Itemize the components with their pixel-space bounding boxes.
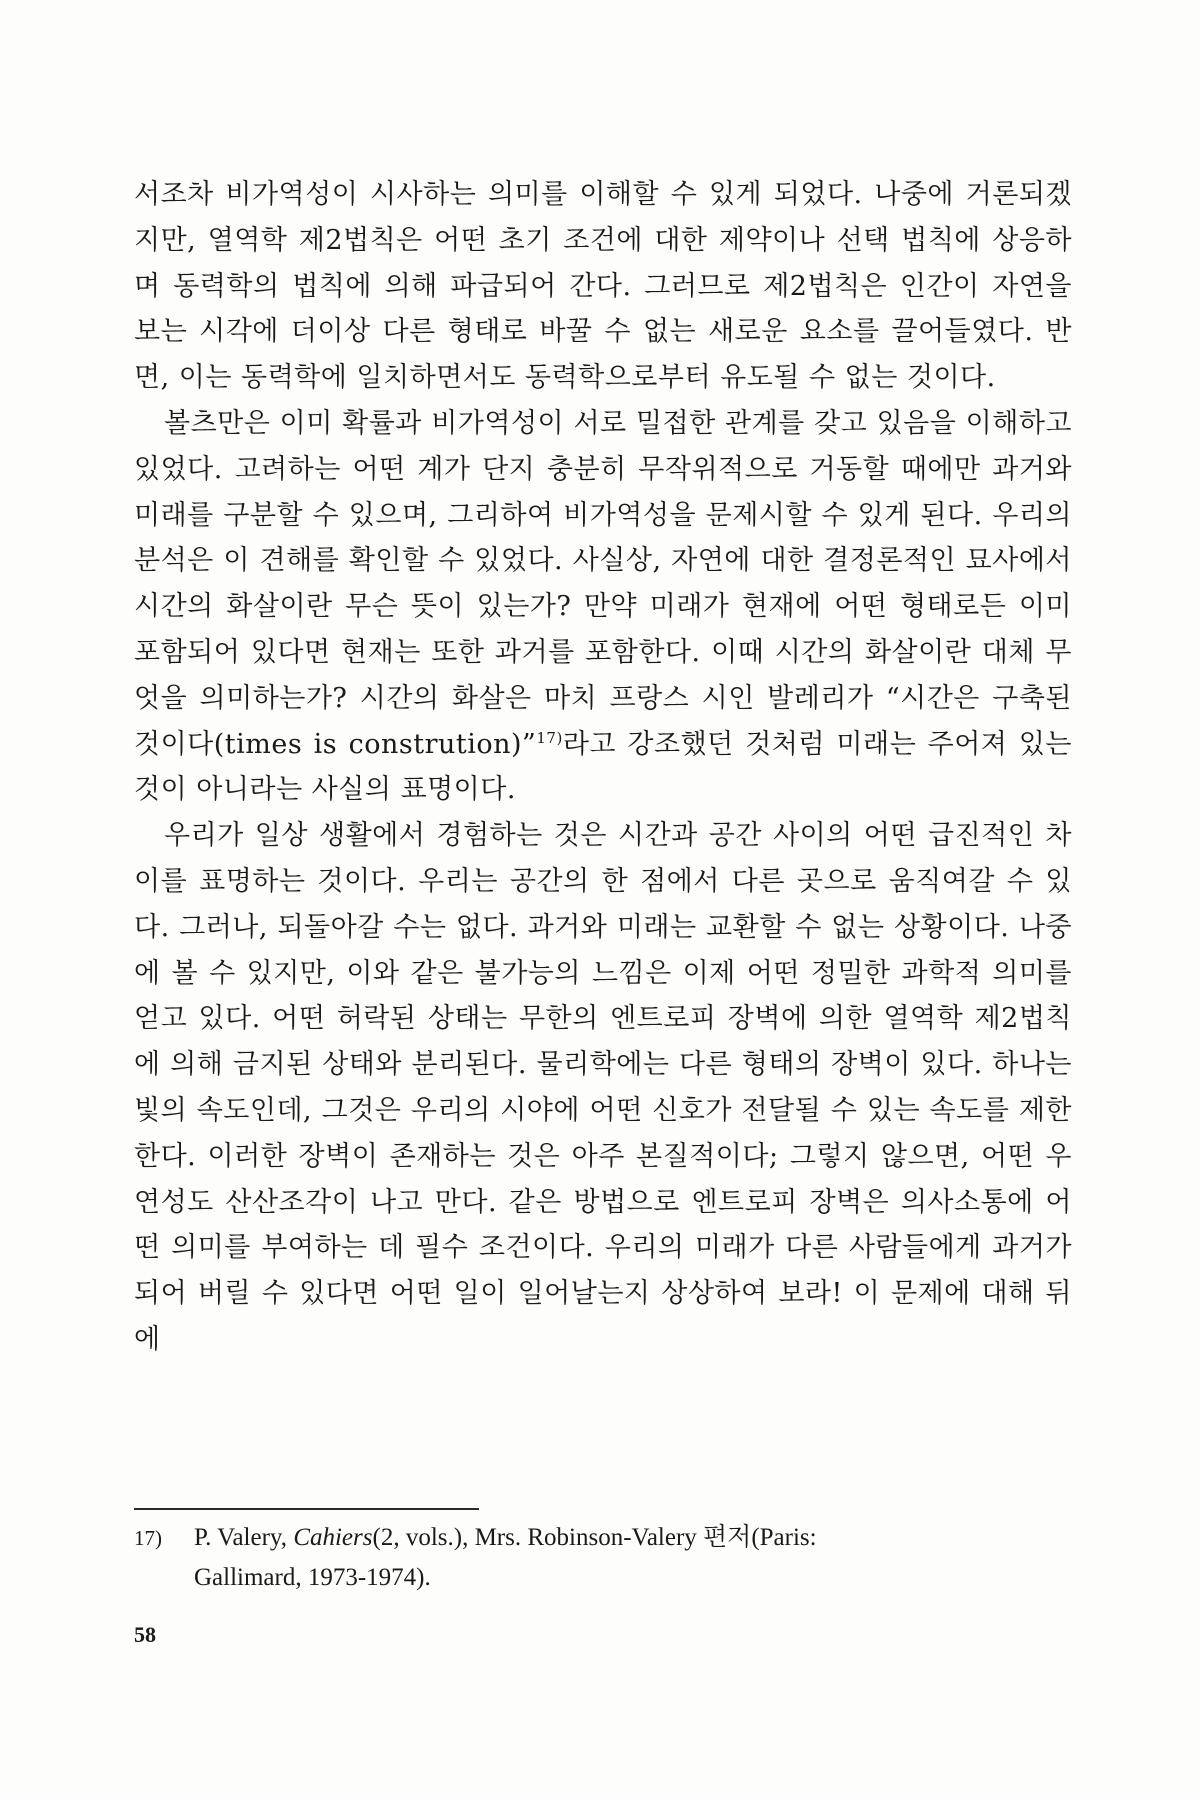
paragraph-text: 라고 강조했던 것처럼 미래는 주어져 있는 것이 아니라는 사실의 표명이다.	[134, 728, 1073, 806]
footnote-line	[134, 1518, 1072, 1558]
page-number: 58	[134, 1622, 156, 1647]
footnote-title: Cahiers	[293, 1524, 373, 1551]
paragraph	[134, 813, 1072, 1363]
footnote-line	[134, 1558, 1072, 1598]
footnote-publisher: Gallimard, 1973-1974).	[194, 1564, 431, 1591]
footnote	[134, 1518, 1072, 1598]
body-text	[134, 172, 1072, 1363]
footnote-reference: 17)	[536, 728, 563, 747]
paragraph	[134, 172, 1072, 401]
paragraph	[134, 401, 1072, 813]
paragraph-text: 서조차 비가역성이 시사하는 의미를 이해할 수 있게 되었다. 나중에 거론되겠지만, 열역학 제2법칙은 어떤 초기 조건에 대한 제약이나 선택 법칙에 상응하며 동력학의 법칙에 의해 파급되어 간다. 그러므로 제2법칙은 인간이 자연을 보는 시각에 더이상 다른 형태로 바꿀 수 없는 새로운 요소를 끌어들였다. 반면, 이는 동력학에 일치하면서도 동력학으로부터 유도될 수 없는 것이다.	[134, 179, 1072, 394]
footnote-details: (2, vols.), Mrs. Robinson-Valery 편저(Paris:	[372, 1524, 817, 1551]
footnote-author: P. Valery,	[194, 1524, 294, 1551]
footnote-separator	[134, 1508, 479, 1510]
footnote-number: 17)	[134, 1526, 162, 1550]
paragraph-text: 볼츠만은 이미 확률과 비가역성이 서로 밀접한 관계를 갖고 있음을 이해하고 있었다. 고려하는 어떤 계가 단지 충분히 무작위적으로 거동할 때에만 과거와 미래를 구분할 수 있으며, 그리하여 비가역성을 문제시할 수 있게 된다. 우리의 분석은 이 견해를 확인할 수 있었다. 사실상, 자연에 대한 결정론적인 묘사에서 시간의 화살이란 무슨 뜻이 있는가? 만약 미래가 현재에 어떤 형태로든 이미 포함되어 있다면 현재는 또한 과거를 포함한다. 이때 시간의 화살이란 대체 무엇을 의미하는가? 시간의 화살은 마치 프랑스 시인 발레리가 “시간은 구축된 것이다(times is constrution)”	[134, 407, 1072, 760]
paragraph-text: 우리가 일상 생활에서 경험하는 것은 시간과 공간 사이의 어떤 급진적인 차이를 표명하는 것이다. 우리는 공간의 한 점에서 다른 곳으로 움직여갈 수 있다. 그러나, 되돌아갈 수는 없다. 과거와 미래는 교환할 수 없는 상황이다. 나중에 볼 수 있지만, 이와 같은 불가능의 느낌은 이제 어떤 정밀한 과학적 의미를 얻고 있다. 어떤 허락된 상태는 무한의 엔트로피 장벽에 의한 열역학 제2법칙에 의해 금지된 상태와 분리된다. 물리학에는 다른 형태의 장벽이 있다. 하나는 빛의 속도인데, 그것은 우리의 시야에 어떤 신호가 전달될 수 있는 속도를 제한한다. 이러한 장벽이 존재하는 것은 아주 본질적이다; 그렇지 않으면, 어떤 우연성도 산산조각이 나고 만다. 같은 방법으로 엔트로피 장벽은 의사소통에 어떤 의미를 부여하는 데 필수 조건이다. 우리의 미래가 다른 사람들에게 과거가 되어 버릴 수 있다면 어떤 일이 일어날는지 상상하여 보라! 이 문제에 대해 뒤에	[134, 820, 1072, 1355]
